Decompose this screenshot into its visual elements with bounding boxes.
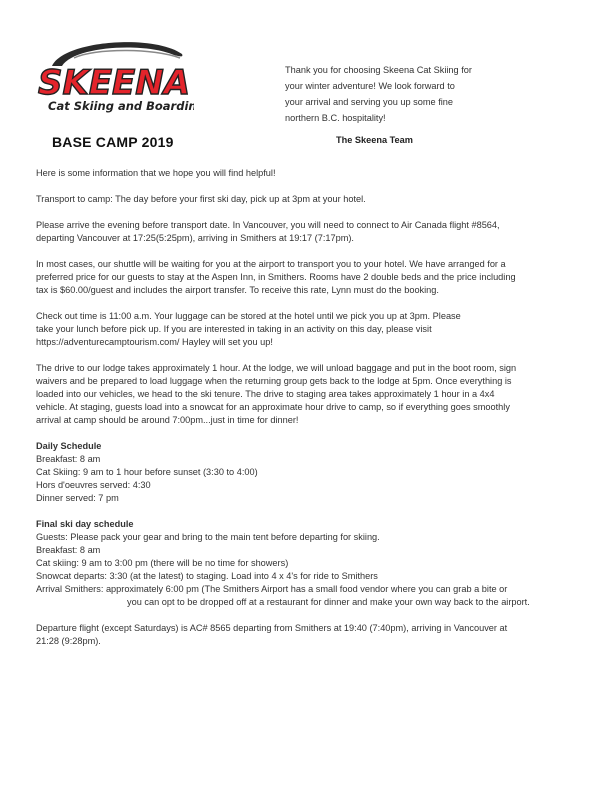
text-line: waivers and be prepared to load luggage when the returning group gets back to the lodge at 5pm. Once everything is [36,376,512,386]
text-line: 21:28 (9:28pm). [36,636,101,646]
paragraph-drive [36,362,581,427]
text-line: Transport to camp: The day before your first ski day, pick up at 3pm at your hotel. [36,194,366,204]
schedule-item: Cat skiing: 9 am to 3:00 pm (there will be no time for showers) [36,558,289,568]
schedule-item: Arrival Smithers: approximately 6:00 pm (The Smithers Airport has a small food vendor where you can grab a bite or [36,584,508,594]
page-title: BASE CAMP 2019 [52,134,174,150]
schedule-item-continuation: you can opt to be dropped off at a restaurant for dinner and make your own way back to the airport. [127,597,530,607]
paragraph-greeting [36,167,581,180]
text-line: take your lunch before pick up. If you are interested in taking in an activity on this day, please visit [36,324,432,334]
final-day-schedule [36,518,581,609]
intro-line: your arrival and serving you up some fine [285,97,454,107]
schedule-item: Breakfast: 8 am [36,545,101,555]
intro-line: Thank you for choosing Skeena Cat Skiing for [285,65,472,75]
signature: The Skeena Team [336,135,413,145]
document-body [36,167,581,661]
paragraph-departure [36,622,581,648]
text-line: In most cases, our shuttle will be waiting for you at the airport to transport you to your hotel. We have arranged for a [36,259,506,269]
logo-wordmark: SKEENA [38,63,191,103]
text-line: preferred price for our guests to stay at the Aspen Inn, in Smithers. Rooms have 2 double beds and the price including [36,272,516,282]
schedule-item: Breakfast: 8 am [36,454,101,464]
text-line: vehicle. At staging, guests load into a snowcat for an approximate hour drive to camp, so if everything goes smoothly [36,402,510,412]
text-line: The drive to our lodge takes approximately 1 hour. At the lodge, we will unload baggage and put in the boot room, sign [36,363,517,373]
text-line: Departure flight (except Saturdays) is AC# 8565 departing from Smithers at 19:40 (7:40pm), arriving in Vancouver at [36,623,508,633]
final-schedule-heading: Final ski day schedule [36,519,134,529]
text-line: tax is $60.00/guest and includes the airport transfer. To receive this rate, Lynn must do the booking. [36,285,439,295]
schedule-item: Hors d'oeuvres served: 4:30 [36,480,151,490]
intro-message [285,62,525,126]
intro-line: northern B.C. hospitality! [285,113,386,123]
intro-line: your winter adventure! We look forward to [285,81,455,91]
text-line: loaded into our vehicles, we head to the ski tenure. The drive to staging area takes approximately 1 hour in a 4x4 [36,389,495,399]
logo-tagline: Cat Skiing and Boarding [48,99,194,113]
text-line: departing Vancouver at 17:25(5:25pm), arriving in Smithers at 19:17 (7:17pm). [36,233,354,243]
schedule-item: Guests: Please pack your gear and bring to the main tent before departing for skiing. [36,532,380,542]
daily-schedule [36,440,581,505]
text-line: https://adventurecamptourism.com/ Hayley will set you up! [36,337,273,347]
text-line: Here is some information that we hope you will find helpful! [36,168,276,178]
schedule-item: Dinner served: 7 pm [36,493,119,503]
text-line: arrival at camp should be around 7:00pm...just in time for dinner! [36,415,299,425]
text-line: Please arrive the evening before transport date. In Vancouver, you will need to connect to Air Canada flight #8564, [36,220,500,230]
skeena-logo [34,36,194,116]
daily-schedule-heading: Daily Schedule [36,441,102,451]
text-line: Check out time is 11:00 a.m. Your luggage can be stored at the hotel until we pick you up at 3pm. Please [36,311,461,321]
paragraph-arrival [36,219,581,245]
paragraph-checkout [36,310,581,349]
schedule-item: Snowcat departs: 3:30 (at the latest) to staging. Load into 4 x 4's for ride to Smithers [36,571,378,581]
logo-graphic [34,36,194,116]
schedule-item: Cat Skiing: 9 am to 1 hour before sunset (3:30 to 4:00) [36,467,258,477]
paragraph-transport [36,193,581,206]
paragraph-hotel [36,258,581,297]
